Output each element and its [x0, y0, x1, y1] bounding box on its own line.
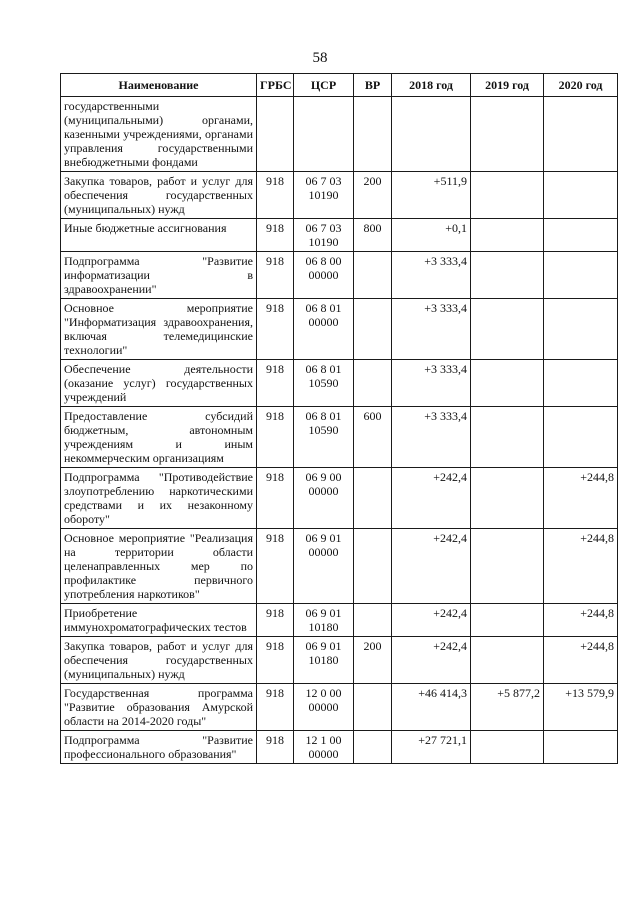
cell-2020 [544, 299, 618, 360]
cell-vr [354, 360, 392, 407]
cell-grbs: 918 [257, 360, 294, 407]
cell-2019 [471, 468, 544, 529]
cell-2018: +511,9 [392, 172, 471, 219]
table-row [61, 731, 618, 764]
cell-2020: +244,8 [544, 604, 618, 637]
cell-csr: 06 8 01 00000 [294, 299, 354, 360]
header-2020: 2020 год [544, 74, 618, 97]
page-number: 58 [312, 50, 328, 66]
cell-name: Предоставление субсидий бюджетным, автономным учреждениям и иным некоммерческим организациям [61, 407, 257, 468]
cell-vr [354, 684, 392, 731]
cell-name: Приобретение иммунохроматографических тестов [61, 604, 257, 637]
cell-vr [354, 604, 392, 637]
table-row [61, 172, 618, 219]
cell-2020 [544, 407, 618, 468]
table-row [61, 468, 618, 529]
cell-name: Обеспечение деятельности (оказание услуг) государственных учреждений [61, 360, 257, 407]
cell-grbs: 918 [257, 407, 294, 468]
cell-grbs: 918 [257, 252, 294, 299]
cell-grbs: 918 [257, 684, 294, 731]
cell-vr [354, 299, 392, 360]
cell-name: Основное мероприятие "Реализация на территории области целенаправленных мер по профилактике первичного употребления наркотиков" [61, 529, 257, 604]
cell-2019 [471, 604, 544, 637]
cell-2019 [471, 172, 544, 219]
cell-name: Закупка товаров, работ и услуг для обеспечения государственных (муниципальных) нужд [61, 172, 257, 219]
cell-grbs: 918 [257, 731, 294, 764]
cell-2019 [471, 299, 544, 360]
table-row [61, 529, 618, 604]
table-row [61, 360, 618, 407]
cell-2019 [471, 252, 544, 299]
cell-2018: +242,4 [392, 529, 471, 604]
cell-vr [354, 529, 392, 604]
cell-name: Основное мероприятие "Информатизация здравоохранения, включая телемедицинские технологии" [61, 299, 257, 360]
header-grbs: ГРБС [257, 74, 294, 97]
cell-2020 [544, 360, 618, 407]
cell-2020 [544, 731, 618, 764]
cell-name: Иные бюджетные ассигнования [61, 219, 257, 252]
header-row [61, 74, 618, 97]
cell-2019 [471, 637, 544, 684]
cell-csr: 06 8 01 10590 [294, 407, 354, 468]
cell-name: Государственная программа "Развитие образования Амурской области на 2014-2020 годы" [61, 684, 257, 731]
cell-2018: +242,4 [392, 468, 471, 529]
table-row [61, 299, 618, 360]
cell-grbs: 918 [257, 172, 294, 219]
cell-csr: 06 8 00 00000 [294, 252, 354, 299]
cell-csr [294, 97, 354, 172]
table-row [61, 604, 618, 637]
cell-csr: 12 1 00 00000 [294, 731, 354, 764]
cell-grbs: 918 [257, 529, 294, 604]
cell-2018: +0,1 [392, 219, 471, 252]
cell-2018: +3 333,4 [392, 252, 471, 299]
table-row [61, 97, 618, 172]
cell-vr [354, 468, 392, 529]
cell-grbs: 918 [257, 468, 294, 529]
header-csr: ЦСР [294, 74, 354, 97]
cell-csr: 12 0 00 00000 [294, 684, 354, 731]
table-row [61, 252, 618, 299]
cell-vr [354, 97, 392, 172]
cell-2018: +3 333,4 [392, 299, 471, 360]
cell-grbs [257, 97, 294, 172]
cell-csr: 06 9 00 00000 [294, 468, 354, 529]
table-row [61, 219, 618, 252]
cell-2018: +242,4 [392, 604, 471, 637]
cell-name: Подпрограмма "Развитие профессионального образования" [61, 731, 257, 764]
cell-2019 [471, 360, 544, 407]
cell-csr: 06 8 01 10590 [294, 360, 354, 407]
cell-2019 [471, 219, 544, 252]
cell-vr: 800 [354, 219, 392, 252]
cell-2020 [544, 219, 618, 252]
cell-vr [354, 252, 392, 299]
cell-2018: +3 333,4 [392, 360, 471, 407]
cell-csr: 06 7 03 10190 [294, 172, 354, 219]
cell-name: Подпрограмма "Противодействие злоупотреблению наркотическими средствами и их незаконному обороту" [61, 468, 257, 529]
cell-vr: 200 [354, 637, 392, 684]
cell-vr [354, 731, 392, 764]
cell-grbs: 918 [257, 604, 294, 637]
header-2018: 2018 год [392, 74, 471, 97]
cell-2018: +3 333,4 [392, 407, 471, 468]
cell-csr: 06 9 01 00000 [294, 529, 354, 604]
cell-name: Подпрограмма "Развитие информатизации в здравоохранении" [61, 252, 257, 299]
header-name: Наименование [61, 74, 257, 97]
cell-csr: 06 9 01 10180 [294, 604, 354, 637]
table-row [61, 407, 618, 468]
cell-csr: 06 7 03 10190 [294, 219, 354, 252]
cell-vr: 600 [354, 407, 392, 468]
cell-2019 [471, 731, 544, 764]
cell-2020: +244,8 [544, 468, 618, 529]
cell-2019 [471, 407, 544, 468]
cell-2020: +13 579,9 [544, 684, 618, 731]
cell-csr: 06 9 01 10180 [294, 637, 354, 684]
table-row [61, 684, 618, 731]
header-2019: 2019 год [471, 74, 544, 97]
cell-2020: +244,8 [544, 529, 618, 604]
cell-2020 [544, 172, 618, 219]
cell-vr: 200 [354, 172, 392, 219]
cell-2020: +244,8 [544, 637, 618, 684]
header-vr: ВР [354, 74, 392, 97]
budget-table [60, 73, 618, 764]
cell-2019: +5 877,2 [471, 684, 544, 731]
cell-grbs: 918 [257, 637, 294, 684]
cell-2020 [544, 97, 618, 172]
cell-2019 [471, 529, 544, 604]
cell-grbs: 918 [257, 299, 294, 360]
cell-grbs: 918 [257, 219, 294, 252]
cell-2018: +27 721,1 [392, 731, 471, 764]
cell-2020 [544, 252, 618, 299]
table-row [61, 637, 618, 684]
cell-2018: +46 414,3 [392, 684, 471, 731]
cell-2018 [392, 97, 471, 172]
cell-name: Закупка товаров, работ и услуг для обеспечения государственных (муниципальных) нужд [61, 637, 257, 684]
cell-2019 [471, 97, 544, 172]
cell-2018: +242,4 [392, 637, 471, 684]
cell-name: государственными (муниципальными) органами, казенными учреждениями, органами управления государственными внебюджетными фондами [61, 97, 257, 172]
